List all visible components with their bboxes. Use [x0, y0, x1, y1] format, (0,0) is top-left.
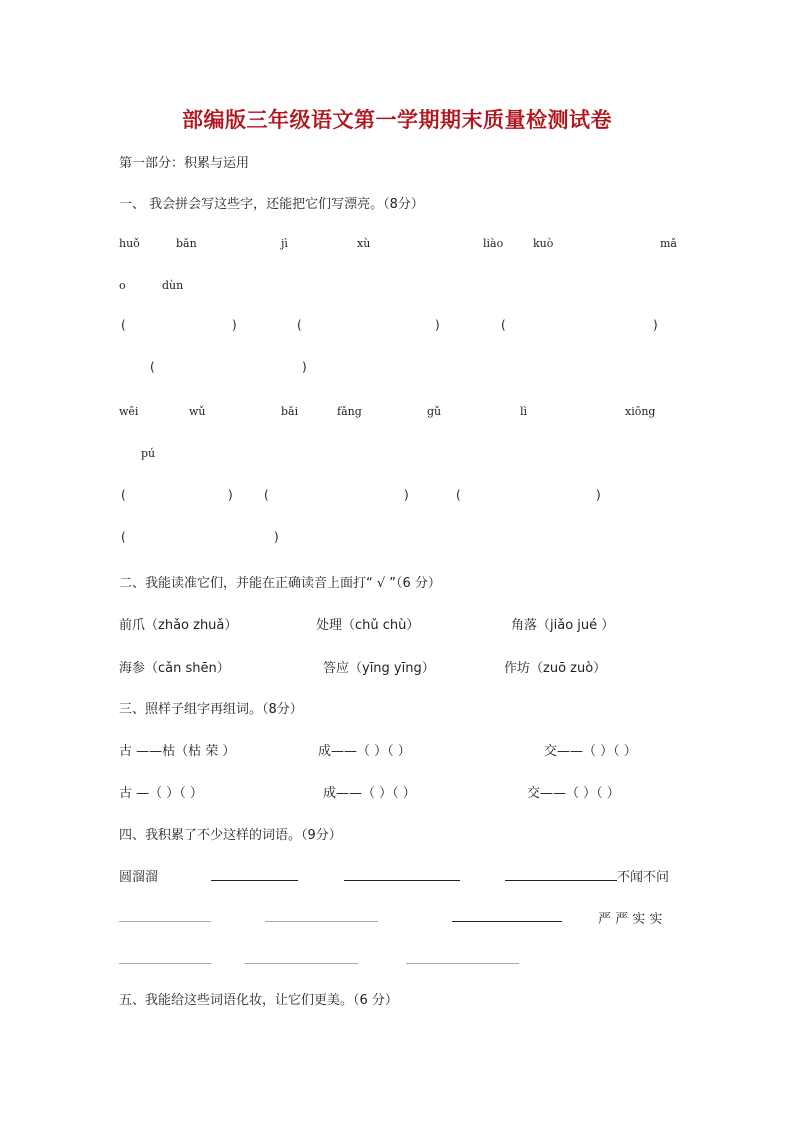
answer-bracket-close: ) [274, 530, 279, 544]
question-4-heading: 四、我积累了不少这样的词语。（9分） [119, 828, 342, 843]
answer-bracket-close: ) [435, 318, 440, 332]
answer-line[interactable] [344, 880, 460, 881]
answer-bracket-open: ( [501, 318, 506, 332]
pinyin-item: fǎng [337, 405, 362, 418]
answer-line[interactable] [452, 921, 562, 922]
answer-bracket-close: ) [596, 488, 601, 502]
answer-line[interactable] [119, 963, 211, 964]
question-2-heading: 二、我能读准它们，并能在正确读音上面打“ √ ”（6 分） [119, 576, 441, 591]
answer-bracket-open: ( [264, 488, 269, 502]
part-heading: 第一部分：积累与运用 [119, 156, 250, 171]
pronunciation-item: 海参（cǎn shēn） [119, 661, 230, 676]
pronunciation-item: 处理（chǔ chù） [316, 618, 420, 633]
answer-line[interactable] [505, 880, 617, 881]
pronunciation-item: 角落（jiǎo jué ） [511, 618, 615, 633]
pronunciation-item: 前爪（zhǎo zhuǎ） [119, 618, 238, 633]
pinyin-item: kuò [533, 237, 554, 250]
word-building-item: 交——（ ）（ ） [527, 786, 620, 801]
question-5-heading: 五、我能给这些词语化妆，让它们更美。（6 分） [119, 993, 398, 1008]
pinyin-item: bǎn [176, 237, 197, 250]
pinyin-item: o [119, 279, 126, 292]
question-3-heading: 三、照样子组字再组词。（8分） [119, 702, 303, 717]
question-1-heading: 一、 我会拼会写这些字，还能把它们写漂亮。（8分） [119, 197, 424, 212]
pronunciation-item: 答应（yīng yīng） [323, 661, 435, 676]
answer-line[interactable] [245, 963, 358, 964]
word-building-item: 古 —（ ）（ ） [119, 786, 203, 801]
pinyin-item: liào [483, 237, 504, 250]
answer-bracket-close: ) [302, 360, 307, 374]
pinyin-item: bǎi [281, 405, 299, 418]
word-building-item: 交——（ ）（ ） [544, 744, 637, 759]
word-building-item: 成——（ ）（ ） [318, 744, 411, 759]
answer-bracket-close: ) [404, 488, 409, 502]
answer-bracket-open: ( [297, 318, 302, 332]
pinyin-item: mǎ [660, 237, 677, 250]
pinyin-item: dùn [162, 279, 184, 292]
pronunciation-item: 作坊（zuō zuò） [504, 661, 607, 676]
page-title: 部编版三年级语文第一学期期末质量检测试卷 [182, 107, 612, 132]
pinyin-item: wǔ [189, 405, 206, 418]
pinyin-item: wēi [119, 405, 139, 418]
pinyin-item: huǒ [119, 237, 140, 250]
pinyin-item: xù [357, 237, 371, 250]
word-building-item: 成——（ ）（ ） [323, 786, 416, 801]
pinyin-item: pú [141, 447, 156, 460]
answer-bracket-close: ) [232, 318, 237, 332]
pinyin-item: lì [520, 405, 528, 418]
example-word: 不闻不问 [617, 870, 670, 885]
example-word: 严 严 实 实 [598, 912, 663, 927]
answer-bracket-close: ) [653, 318, 658, 332]
answer-bracket-open: ( [456, 488, 461, 502]
answer-line[interactable] [406, 963, 519, 964]
pinyin-item: gǔ [427, 405, 442, 418]
answer-line[interactable] [265, 921, 378, 922]
pinyin-item: xiōng [625, 405, 656, 418]
answer-line[interactable] [119, 921, 211, 922]
pinyin-item: jì [281, 237, 288, 250]
answer-bracket-open: ( [121, 530, 126, 544]
answer-bracket-open: ( [121, 318, 126, 332]
answer-bracket-close: ) [228, 488, 233, 502]
answer-line[interactable] [211, 880, 298, 881]
answer-bracket-open: ( [150, 360, 155, 374]
example-word: 圆溜溜 [119, 870, 159, 885]
word-building-item: 古 ——枯（枯 荣 ） [119, 744, 236, 759]
answer-bracket-open: ( [121, 488, 126, 502]
